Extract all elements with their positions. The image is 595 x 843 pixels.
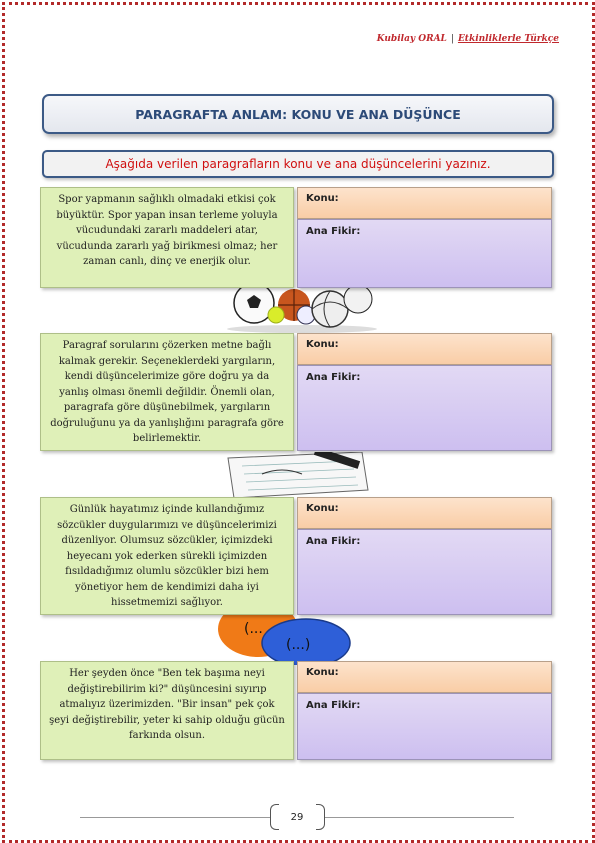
instruction-text: Aşağıda verilen paragrafların konu ve ana düşüncelerini yazınız. [42,150,554,178]
header-separator: | [450,34,454,44]
konu-label: Konu: [306,339,339,350]
konu-answer-field[interactable] [297,187,552,219]
worksheet-title: PARAGRAFTA ANLAM: KONU VE ANA DÜŞÜNCE [42,94,554,134]
page-header [377,34,559,44]
notebook-pen-image [222,452,372,500]
konu-answer-field[interactable] [297,497,552,529]
konu-answer-field[interactable] [297,333,552,365]
ana-fikir-answer-field[interactable] [297,365,552,451]
paragraph-text: Paragraf sorularını çözerken metne bağlı kalmak gerekir. Seçeneklerdeki yargıların, kendi düşüncelerimize göre doğru ya da yanlış olması önemli değildir. Önemli olan, paragrafa göre düşünebilmek, yargıların doğruluğunu ya da yanlışlığını paragrafa göre belirlemektir. [40,333,294,451]
exercise-block-3 [40,497,552,615]
ana-fikir-label: Ana Fikir: [306,536,361,547]
ana-fikir-label: Ana Fikir: [306,372,361,383]
paragraph-text: Her şeyden önce "Ben tek başıma neyi değiştirebilirim ki?" düşüncesini sıyırıp atmalıyız üzerimizden. "Bir insan" pek çok şeyi değiştirebilir, yeter ki sahip olduğu gücün farkında olsun. [40,661,294,760]
header-series: Etkinliklerle Türkçe [457,34,559,44]
paragraph-text: Günlük hayatımız içinde kullandığımız sözcükler duygularımızı ve düşüncelerimizi düzenliyor. Olumsuz sözcükler, içimizdeki heyecanı yok ederken sürekli içimizden fısıldadığımız olumlu sözcükler bizi hem yönetiyor hem de kendimizi daha iyi hissetmemizi sağlıyor. [40,497,294,615]
header-author: Kubilay ORAL [376,34,447,44]
ana-fikir-answer-field[interactable] [297,529,552,615]
exercise-block-1 [40,187,552,288]
speech-bubbles-image [214,615,364,665]
sports-balls-image [222,285,382,333]
footer-rule-right [324,817,514,818]
konu-label: Konu: [306,503,339,514]
ana-fikir-label: Ana Fikir: [306,226,361,237]
konu-label: Konu: [306,193,339,204]
ana-fikir-answer-field[interactable] [297,693,552,760]
page-number: 29 [290,811,304,823]
paragraph-text: Spor yapmanın sağlıklı olmadaki etkisi çok büyüktür. Spor yapan insan terleme yoluyla vücudundaki zararlı maddeleri atar, vücudunda zararlı yağ birikmesi olmaz; her zaman canlı, dinç ve enerjik olur. [40,187,294,288]
konu-label: Konu: [306,667,339,678]
svg-text:(...): (...) [286,637,311,653]
ana-fikir-label: Ana Fikir: [306,700,361,711]
exercise-block-2 [40,333,552,451]
svg-text:(...: (... [244,621,263,637]
konu-answer-field[interactable] [297,661,552,693]
footer-rule-left [80,817,270,818]
exercise-block-4 [40,661,552,760]
ana-fikir-answer-field[interactable] [297,219,552,288]
